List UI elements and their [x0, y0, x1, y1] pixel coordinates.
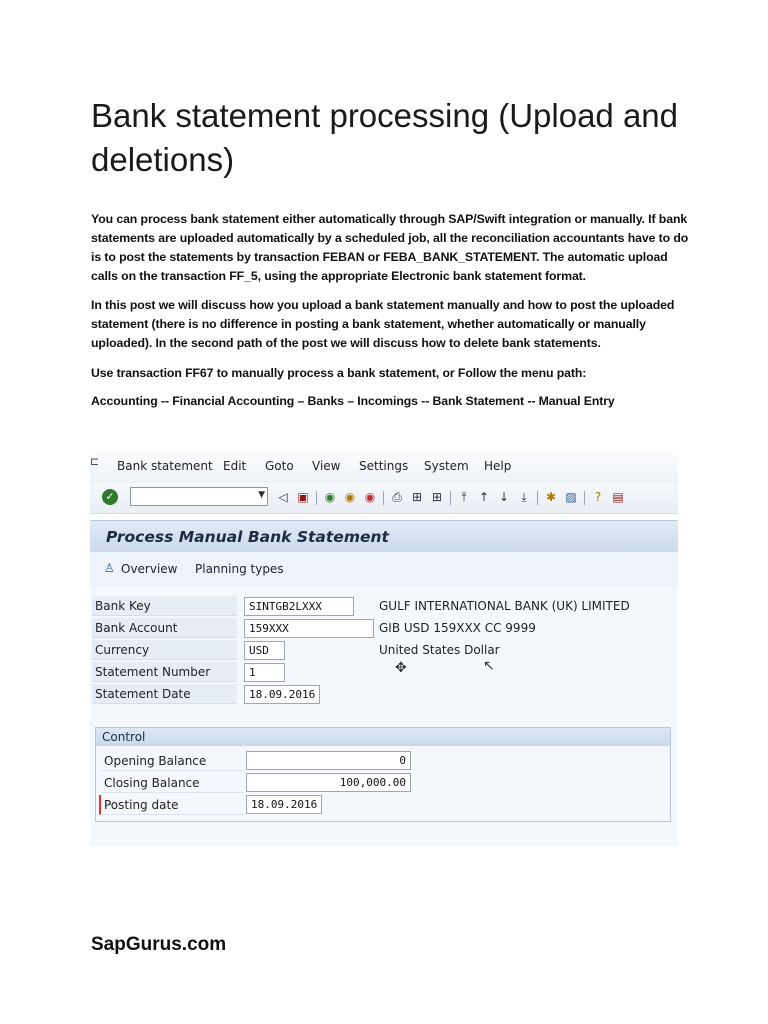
statement-form: [90, 586, 678, 846]
enter-icon[interactable]: ✓: [102, 489, 118, 505]
system-toolbar: [90, 483, 678, 514]
print-icon[interactable]: ⎙: [392, 490, 402, 504]
bank-key-label: Bank Key: [92, 596, 237, 616]
application-toolbar: [90, 552, 678, 586]
transaction-paragraph: Use transaction FF67 to manually process a bank statement, or Follow the menu path:: [91, 366, 587, 380]
closing-balance-field[interactable]: 100,000.00: [246, 773, 411, 792]
screen-header: [90, 520, 678, 553]
control-group: [95, 727, 671, 822]
shortcut-icon[interactable]: ▨: [565, 490, 577, 504]
save-icon[interactable]: ▣: [297, 490, 309, 504]
menu-settings[interactable]: Settings: [359, 459, 409, 473]
toolbar-divider: [383, 491, 384, 505]
planning-types-button[interactable]: Planning types: [195, 562, 284, 576]
screen-title: Process Manual Bank Statement: [106, 528, 389, 546]
menu-view[interactable]: View: [312, 459, 341, 473]
currency-label: Currency: [92, 640, 237, 660]
bank-key-field[interactable]: SINTGB2LXXX: [244, 597, 354, 616]
toolbar-divider: [450, 491, 451, 505]
exit-icon[interactable]: ◉: [344, 490, 356, 504]
opening-balance-label: Opening Balance: [101, 751, 243, 771]
menu-goto[interactable]: Goto: [265, 459, 294, 473]
move-cursor-icon: ✥: [395, 660, 407, 676]
person-icon: ♙: [104, 561, 115, 575]
currency-field[interactable]: USD: [244, 641, 285, 660]
bank-account-field[interactable]: 159XXX: [244, 619, 374, 638]
footer-brand: SapGurus.com: [91, 934, 227, 955]
overview-button[interactable]: Overview: [121, 562, 178, 576]
statement-number-field[interactable]: 1: [244, 663, 285, 682]
sap-screenshot: [90, 449, 678, 846]
menu-bank-statement[interactable]: Bank statement: [117, 459, 213, 473]
next-page-icon[interactable]: ↓: [498, 490, 510, 504]
cancel-icon[interactable]: ◉: [364, 490, 376, 504]
posting-date-label: Posting date: [99, 795, 245, 815]
control-group-title: Control: [96, 728, 670, 746]
last-page-icon[interactable]: ⤓: [521, 490, 527, 504]
closing-balance-label: Closing Balance: [101, 773, 243, 793]
bank-account-description: GIB USD 159XXX CC 9999: [379, 621, 536, 635]
menu-system[interactable]: System: [424, 459, 469, 473]
opening-balance-field[interactable]: 0: [246, 751, 411, 770]
menu-help[interactable]: Help: [484, 459, 512, 473]
scope-paragraph: In this post we will discuss how you upload a bank statement manually and how to post the uploaded statement (there is no difference in posting a bank statement, whether automatically or manually uploaded). In the second path of the post we will discuss how to delete bank statements.: [91, 298, 675, 350]
toolbar-divider: [537, 491, 538, 505]
command-field[interactable]: [130, 487, 268, 506]
bank-key-description: GULF INTERNATIONAL BANK (UK) LIMITED: [379, 599, 630, 613]
new-session-icon[interactable]: ✱: [545, 490, 557, 504]
posting-date-field[interactable]: 18.09.2016: [246, 795, 322, 814]
first-page-icon[interactable]: ⤒: [461, 490, 467, 504]
chevron-down-icon[interactable]: ▼: [258, 490, 265, 500]
statement-date-label: Statement Date: [92, 684, 237, 704]
menu-path-paragraph: Accounting -- Financial Accounting – Banks – Incomings -- Bank Statement -- Manual Entry: [91, 394, 615, 408]
find-icon[interactable]: ⊞: [411, 490, 423, 504]
intro-paragraph: You can process bank statement either automatically through SAP/Swift integration or manually. If bank statements are uploaded automatically by a scheduled job, all the reconciliation accountants have to do is to post the statements by transaction FEBAN or FEBA_BANK_STATEMENT. The automatic upload calls on the transaction FF_5, using the appropriate Electronic bank statement format.: [91, 212, 689, 283]
bank-account-label: Bank Account: [92, 618, 237, 638]
previous-page-icon[interactable]: ↑: [478, 490, 490, 504]
page-title: Bank statement processing (Upload and deletions): [91, 97, 679, 178]
back-icon[interactable]: ◉: [324, 490, 336, 504]
statement-number-label: Statement Number: [92, 662, 237, 682]
toolbar-divider: [584, 491, 585, 505]
toolbar-divider: [316, 491, 317, 505]
mouse-pointer-icon: ↖: [483, 658, 495, 674]
help-icon[interactable]: ?: [594, 490, 602, 504]
find-next-icon[interactable]: ⊞: [431, 490, 443, 504]
statement-date-field[interactable]: 18.09.2016: [244, 685, 320, 704]
back-arrow-icon[interactable]: ◁: [278, 490, 288, 504]
currency-description: United States Dollar: [379, 643, 500, 657]
menu-bar: [90, 449, 678, 483]
menu-icon[interactable]: ⊏: [90, 455, 100, 468]
menu-edit[interactable]: Edit: [223, 459, 247, 473]
layout-menu-icon[interactable]: ▤: [612, 490, 624, 504]
